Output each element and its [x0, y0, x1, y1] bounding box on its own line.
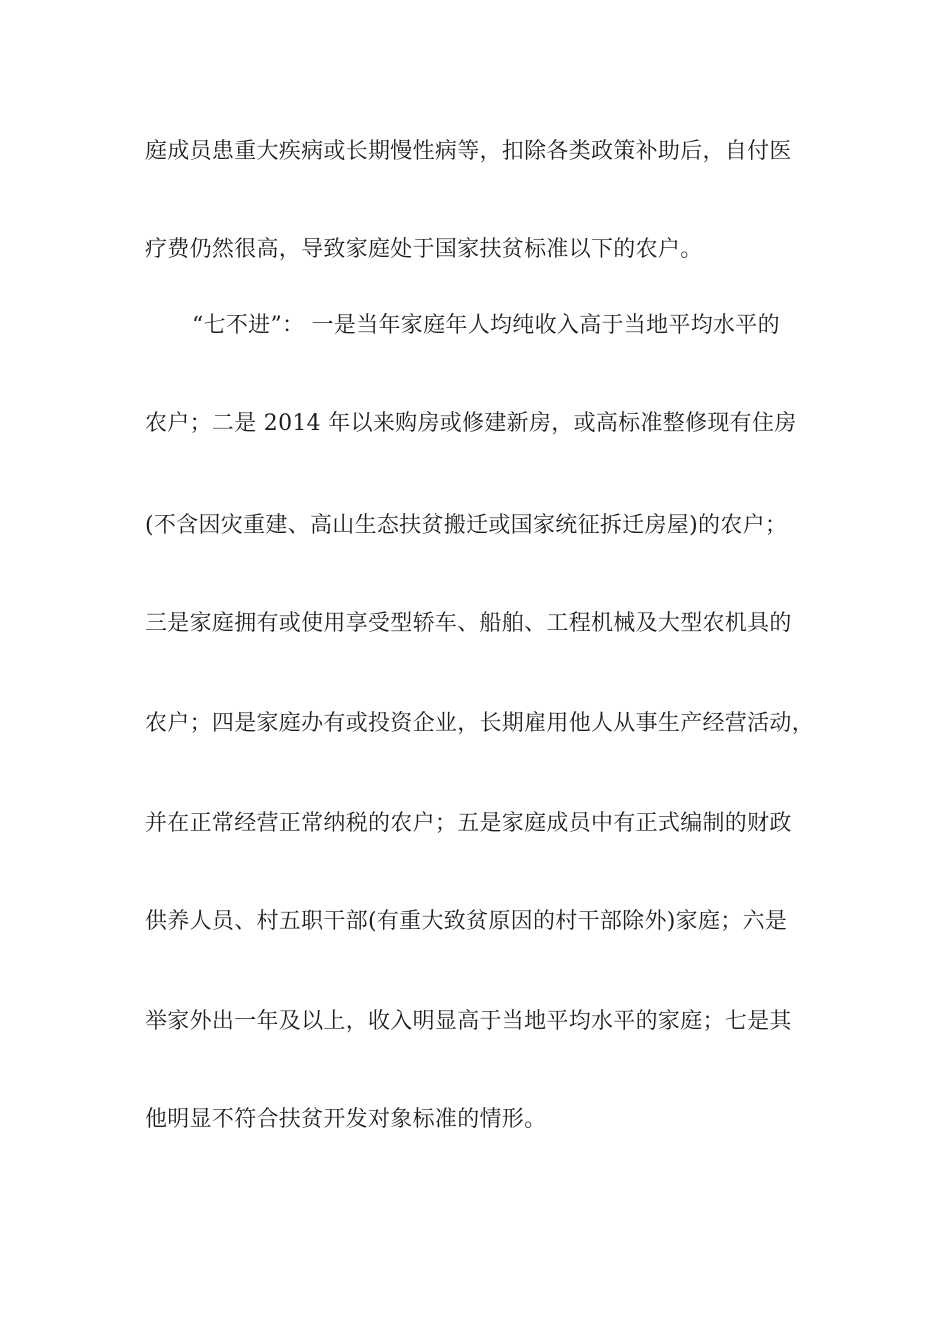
text-line: 供养人员、村五职干部(有重大致贫原因的村干部除外)家庭；六是	[145, 909, 788, 934]
text-line: 他明显不符合扶贫开发对象标准的情形。	[145, 1107, 547, 1132]
text-line: 举家外出一年及以上，收入明显高于当地平均水平的家庭；七是其	[145, 1009, 792, 1034]
paragraph-start-line: “七不进”： 一是当年家庭年人均纯收入高于当地平均水平的	[192, 313, 780, 338]
text-line: 庭成员患重大疾病或长期慢性病等，扣除各类政策补助后，自付医	[145, 139, 792, 164]
text-line: 三是家庭拥有或使用享受型轿车、船舶、工程机械及大型农机具的	[145, 611, 792, 636]
text-line: 农户；四是家庭办有或投资企业，长期雇用他人从事生产经营活动，	[145, 711, 815, 736]
text-line: 农户；二是 2014 年以来购房或修建新房，或高标准整修现有住房	[145, 411, 797, 436]
text-line: (不含因灾重建、高山生态扶贫搬迁或国家统征拆迁房屋)的农户；	[145, 513, 788, 538]
text-line: 并在正常经营正常纳税的农户；五是家庭成员中有正式编制的财政	[145, 811, 792, 836]
text-line: 疗费仍然很高，导致家庭处于国家扶贫标准以下的农户。	[145, 237, 703, 262]
